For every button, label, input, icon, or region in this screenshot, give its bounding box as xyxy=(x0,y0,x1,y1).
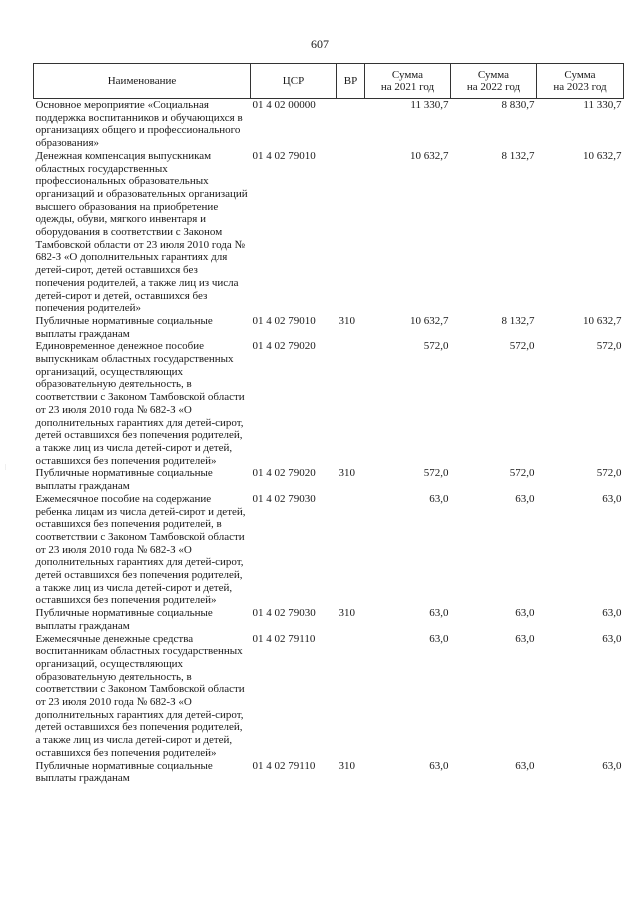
row-name: Ежемесячные денежные средства воспитанникам областных государственных организаций, осуществляющих образовательную деятельность, в соответствии с Законом Тамбовской области от 23 июля 2010 года № 682-З «О дополнительных гарантиях для детей-сирот, детей оставшихся без попечения родителей, а также лиц из числа детей-сирот и детей, оставшихся без попечения родителей» xyxy=(35,632,245,759)
row-csr: 01 4 02 79020 xyxy=(252,340,316,353)
row-sum-2023: 572,0 xyxy=(596,467,622,480)
row-csr: 01 4 02 79030 xyxy=(252,607,316,620)
row-vr xyxy=(337,340,365,467)
row-sum-2022: 63,0 xyxy=(515,492,535,505)
row-sum-2021: 10 632,7 xyxy=(410,149,449,162)
row-sum-2021: 11 330,7 xyxy=(410,99,449,111)
row-sum-2023: 63,0 xyxy=(602,759,622,772)
row-sum-2023: 10 632,7 xyxy=(583,314,622,327)
row-sum-2023: 63,0 xyxy=(602,492,622,505)
row-csr: 01 4 02 79010 xyxy=(252,149,316,162)
header-name: Наименование xyxy=(34,64,251,99)
row-vr xyxy=(337,150,365,315)
row-sum-2022: 63,0 xyxy=(515,632,535,645)
row-vr: 310 xyxy=(338,467,355,480)
row-name: Публичные нормативные социальные выплаты гражданам xyxy=(35,467,213,493)
row-sum-2021: 10 632,7 xyxy=(410,314,449,327)
row-sum-2022: 8 132,7 xyxy=(501,149,535,162)
row-name: Ежемесячное пособие на содержание ребенка лицам из числа детей-сирот и детей, оставшихся без попечения родителей, в соответствии с Законом Тамбовской области от 23 июля 2010 года № 682-З «О дополнительных гарантиях для детей-сирот, детей оставшихся без попечения родителей, а также лиц из числа детей-сирот и детей, оставшихся без попечения родителей» xyxy=(35,492,246,607)
header-vr: ВР xyxy=(337,64,365,99)
row-name: Публичные нормативные социальные выплаты гражданам xyxy=(35,314,213,340)
row-vr: 310 xyxy=(338,759,355,772)
row-sum-2021: 63,0 xyxy=(429,492,449,505)
row-name: Публичные нормативные социальные выплаты гражданам xyxy=(35,607,213,632)
row-csr: 01 4 02 79110 xyxy=(252,632,316,645)
page-number: 607 xyxy=(311,37,329,51)
budget-table xyxy=(33,63,624,785)
table-row xyxy=(34,760,624,785)
row-vr xyxy=(337,493,365,607)
row-csr: 01 4 02 79030 xyxy=(252,492,316,505)
table-row xyxy=(34,633,624,760)
table-row xyxy=(34,607,624,632)
row-sum-2021: 63,0 xyxy=(429,607,449,620)
row-name: Основное мероприятие «Социальная поддержка воспитанников и обучающихся в организациях общего и профессионального образования» xyxy=(35,99,243,150)
row-sum-2022: 572,0 xyxy=(509,467,535,480)
header-sum-2023: Сумма на 2023 год xyxy=(537,64,624,99)
row-name: Денежная компенсация выпускникам областных государственных профессиональных образовательных организаций и образовательных организаций высшего образования на приобретение одежды, обуви, мягкого инвентаря и оборудования в соответствии с Законом Тамбовской области от 23 июля 2010 года № 682-З «О дополнительных гарантиях для детей-сирот, детей оставшихся без попечения родителей, а также лиц из числа детей-сирот и детей, оставшихся без попечения родителей» xyxy=(35,149,248,315)
row-name: Публичные нормативные социальные выплаты гражданам xyxy=(35,759,213,785)
row-sum-2023: 63,0 xyxy=(602,607,622,620)
row-sum-2022: 8 132,7 xyxy=(501,314,535,327)
table-row xyxy=(34,315,624,340)
edge-mark: … xyxy=(2,464,8,470)
row-name: Единовременное денежное пособие выпускникам областных государственных организаций, осуществляющих образовательную деятельность, в соответствии с Законом Тамбовской области от 23 июля 2010 года № 682-З «О дополнительных гарантиях для детей-сирот, детей оставшихся без попечения родителей, а также лиц из числа детей-сирот и детей, оставшихся без попечения родителей» xyxy=(35,340,245,467)
header-sum-2021: Сумма на 2021 год xyxy=(365,64,451,99)
table-row xyxy=(34,340,624,467)
row-sum-2022: 63,0 xyxy=(515,759,535,772)
row-csr: 01 4 02 79020 xyxy=(252,467,316,480)
row-vr: 310 xyxy=(338,314,355,327)
row-vr xyxy=(337,99,365,150)
table-row xyxy=(34,467,624,492)
row-sum-2022: 63,0 xyxy=(515,607,535,620)
row-sum-2023: 11 330,7 xyxy=(583,99,622,111)
row-sum-2021: 63,0 xyxy=(429,632,449,645)
table-body xyxy=(34,99,624,785)
row-csr: 01 4 02 00000 xyxy=(252,99,316,111)
row-sum-2023: 572,0 xyxy=(596,340,622,353)
row-sum-2023: 63,0 xyxy=(602,632,622,645)
header-sum-2022: Сумма на 2022 год xyxy=(451,64,537,99)
table-header xyxy=(34,64,624,99)
row-csr: 01 4 02 79010 xyxy=(252,314,316,327)
row-sum-2021: 572,0 xyxy=(423,467,449,480)
row-sum-2023: 10 632,7 xyxy=(583,149,622,162)
row-vr: 310 xyxy=(338,607,355,620)
row-sum-2022: 572,0 xyxy=(509,340,535,353)
row-csr: 01 4 02 79110 xyxy=(252,759,316,772)
table-row xyxy=(34,493,624,607)
header-csr: ЦСР xyxy=(251,64,337,99)
table-row xyxy=(34,99,624,150)
table-row xyxy=(34,150,624,315)
row-sum-2021: 572,0 xyxy=(423,340,449,353)
row-sum-2021: 63,0 xyxy=(429,759,449,772)
row-sum-2022: 8 830,7 xyxy=(501,99,535,111)
row-vr xyxy=(337,633,365,760)
